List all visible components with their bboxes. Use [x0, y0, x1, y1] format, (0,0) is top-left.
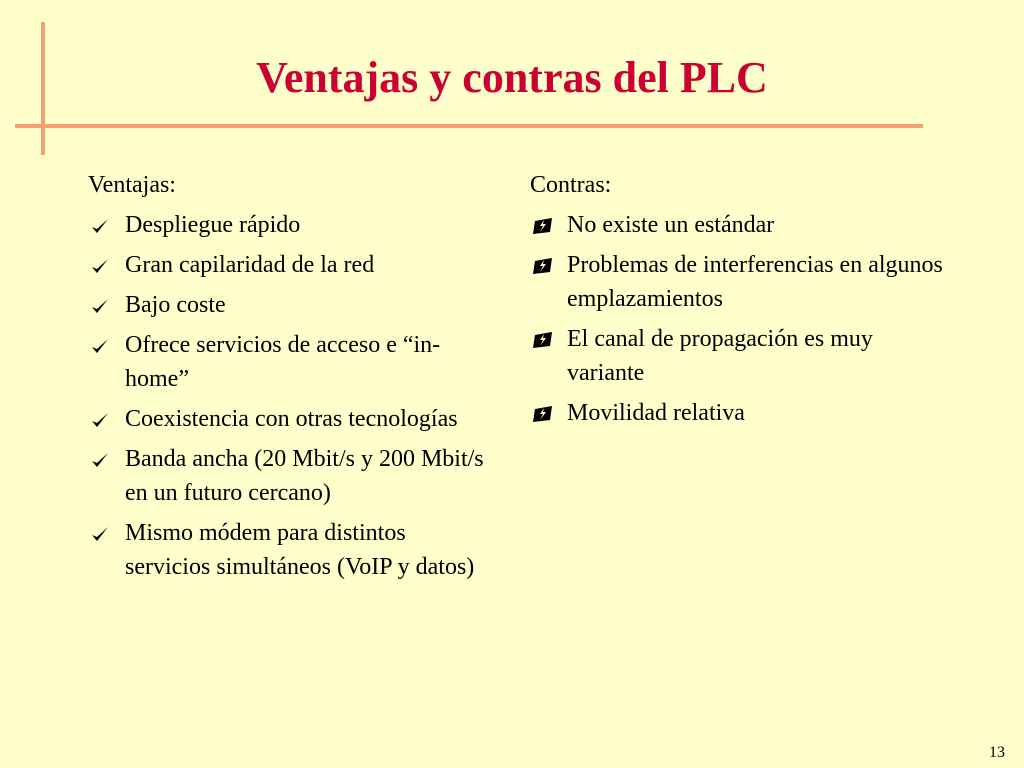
contras-item-text: Movilidad relativa: [567, 400, 745, 426]
ventajas-item: [88, 442, 488, 510]
ventajas-item: [88, 248, 488, 282]
contras-item: [530, 396, 950, 430]
ventajas-item: [88, 402, 488, 436]
ventajas-item: [88, 208, 488, 242]
ventajas-item-text: Bajo coste: [125, 292, 226, 318]
lightning-box-icon: [530, 396, 560, 430]
ventajas-item: [88, 288, 488, 322]
ventajas-item: [88, 516, 488, 584]
lightning-box-icon: [530, 248, 560, 282]
lightning-box-icon: [530, 208, 560, 242]
checkmark-icon: [88, 208, 118, 242]
ventajas-item-text: Ofrece servicios de acceso e “in-home”: [125, 332, 441, 392]
checkmark-icon: [88, 402, 118, 436]
contras-item: [530, 248, 950, 316]
contras-item-text: No existe un estándar: [567, 212, 775, 238]
ventajas-item-text: Gran capilaridad de la red: [125, 252, 375, 278]
checkmark-icon: [88, 442, 118, 476]
contras-column: [530, 168, 950, 436]
contras-item: [530, 208, 950, 242]
accent-horizontal-line: [15, 124, 923, 128]
ventajas-list: [88, 208, 488, 584]
lightning-box-icon: [530, 322, 560, 356]
ventajas-heading: Ventajas:: [88, 172, 176, 198]
contras-item-text: Problemas de interferencias en algunos emplazamientos: [567, 252, 943, 312]
checkmark-icon: [88, 328, 118, 362]
ventajas-item-text: Despliegue rápido: [125, 212, 301, 238]
contras-item: [530, 322, 950, 390]
slide-title: Ventajas y contras del PLC: [256, 53, 768, 102]
contras-list: [530, 208, 950, 430]
ventajas-item: [88, 328, 488, 396]
ventajas-item-text: Coexistencia con otras tecnologías: [125, 406, 458, 432]
checkmark-icon: [88, 248, 118, 282]
contras-item-text: El canal de propagación es muy variante: [567, 326, 873, 386]
checkmark-icon: [88, 288, 118, 322]
page-number: 13: [989, 744, 1005, 761]
ventajas-column: [88, 168, 488, 590]
ventajas-item-text: Banda ancha (20 Mbit/s y 200 Mbit/s en un futuro cercano): [125, 446, 484, 506]
ventajas-item-text: Mismo módem para distintos servicios simultáneos (VoIP y datos): [125, 520, 475, 580]
contras-heading: Contras:: [530, 172, 612, 198]
checkmark-icon: [88, 516, 118, 550]
